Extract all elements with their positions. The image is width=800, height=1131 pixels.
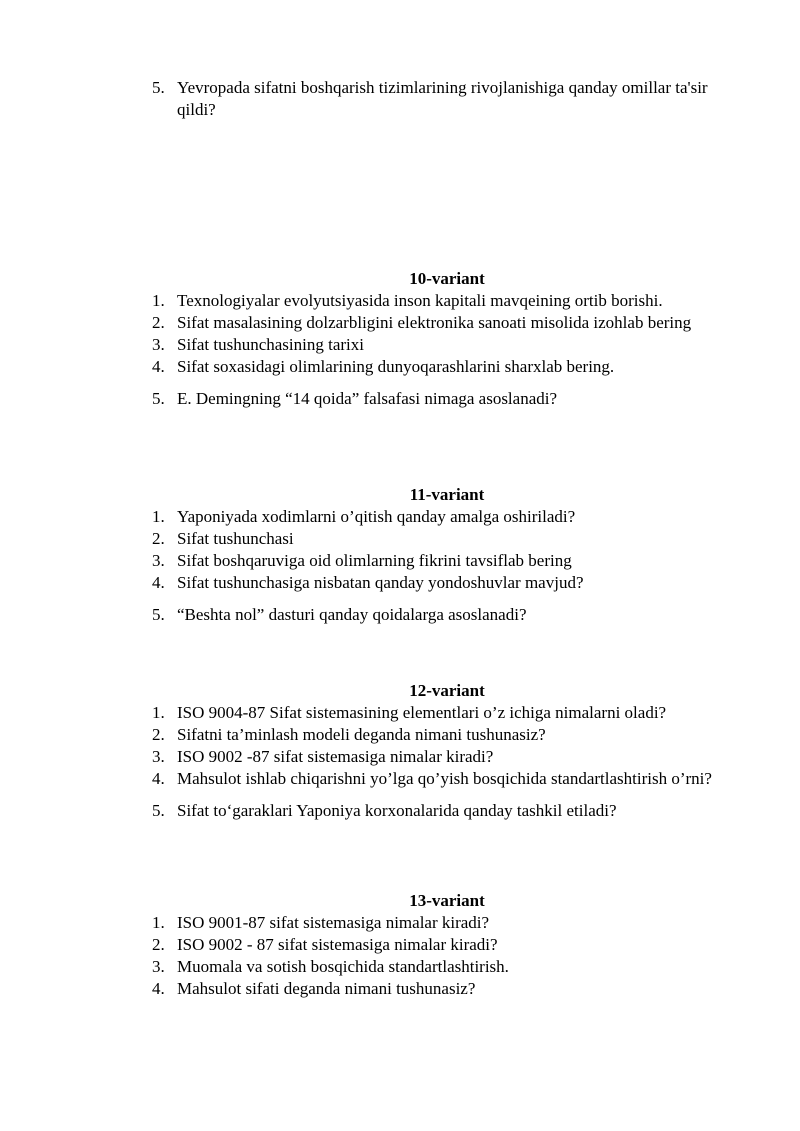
list-item [152, 550, 742, 572]
list-item [152, 312, 742, 334]
item-text: Sifat masalasining dolzarbligini elektronika sanoati misolida izohlab bering [177, 313, 692, 332]
list-item [152, 912, 742, 934]
list-item [152, 77, 742, 121]
list-item [152, 334, 742, 356]
list-item [152, 604, 742, 626]
list-item [152, 506, 742, 528]
variant-11-section [152, 484, 742, 626]
item-text: Mahsulot ishlab chiqarishni yo’lga qo’yish bosqichida standartlashtirish o’rni? [177, 769, 712, 788]
item-number: 1. [152, 703, 165, 722]
list-item [152, 388, 742, 410]
item-number: 5. [152, 801, 165, 820]
list-item [152, 934, 742, 956]
item-number: 4. [152, 769, 165, 788]
item-number: 3. [152, 747, 165, 766]
list-item [152, 290, 742, 312]
list-item [152, 768, 742, 790]
item-text: Texnologiyalar evolyutsiyasida inson kapitali mavqeining ortib borishi. [177, 291, 663, 310]
intro-question-list [152, 77, 742, 121]
item-text: E. Demingning “14 qoida” falsafasi nimaga asoslanadi? [177, 389, 558, 408]
item-number: 4. [152, 573, 165, 592]
list-item [152, 572, 742, 594]
item-text: Sifat soxasidagi olimlarining dunyoqarashlarini sharxlab bering. [177, 357, 615, 376]
variant-11-title: 11-variant [409, 485, 485, 504]
item-number: 1. [152, 291, 165, 310]
list-item [152, 978, 742, 1000]
list-item [152, 800, 742, 822]
item-text: Sifat to‘garaklari Yaponiya korxonalarida qanday tashkil etiladi? [177, 801, 617, 820]
list-item [152, 724, 742, 746]
item-text: ISO 9002 - 87 sifat sistemasiga nimalar kiradi? [177, 935, 498, 954]
variant-10-title: 10-variant [409, 269, 485, 288]
item-number: 3. [152, 551, 165, 570]
list-item [152, 746, 742, 768]
item-number: 3. [152, 335, 165, 354]
item-number: 3. [152, 957, 165, 976]
item-text: ISO 9001-87 sifat sistemasiga nimalar kiradi? [177, 913, 490, 932]
item-number: 2. [152, 725, 165, 744]
item-number: 2. [152, 935, 165, 954]
variant-13-section [152, 890, 742, 1000]
list-item [152, 702, 742, 724]
item-text: ISO 9002 -87 sifat sistemasiga nimalar kiradi? [177, 747, 494, 766]
item-text: Sifat boshqaruviga oid olimlarning fikrini tavsiflab bering [177, 551, 572, 570]
item-text: Mahsulot sifati deganda nimani tushunasiz? [177, 979, 476, 998]
spacer [152, 790, 742, 800]
variant-12-title: 12-variant [409, 681, 485, 700]
item-number: 1. [152, 507, 165, 526]
item-number: 5. [152, 605, 165, 624]
item-number: 2. [152, 313, 165, 332]
variant-13-title: 13-variant [409, 891, 485, 910]
spacer [152, 594, 742, 604]
item-number: 4. [152, 357, 165, 376]
variant-12-section [152, 680, 742, 822]
item-text: Yaponiyada xodimlarni o’qitish qanday amalga oshiriladi? [177, 507, 576, 526]
item-text: Sifatni ta’minlash modeli deganda nimani tushunasiz? [177, 725, 546, 744]
item-number: 4. [152, 979, 165, 998]
item-text: Muomala va sotish bosqichida standartlashtirish. [177, 957, 509, 976]
variant-10-section [152, 268, 742, 410]
list-item [152, 528, 742, 550]
item-number: 1. [152, 913, 165, 932]
item-text: Sifat tushunchasining tarixi [177, 335, 364, 354]
item-text: Sifat tushunchasiga nisbatan qanday yondoshuvlar mavjud? [177, 573, 584, 592]
item-text: Sifat tushunchasi [177, 529, 294, 548]
spacer [152, 378, 742, 388]
item-text: ISO 9004-87 Sifat sistemasining elementlari o’z ichiga nimalarni oladi? [177, 703, 667, 722]
list-item [152, 356, 742, 378]
item-number: 5. [152, 78, 165, 97]
item-number: 2. [152, 529, 165, 548]
item-number: 5. [152, 389, 165, 408]
item-text: “Beshta nol” dasturi qanday qoidalarga asoslanadi? [177, 605, 527, 624]
item-text: Yevropada sifatni boshqarish tizimlarining rivojlanishiga qanday omillar ta'sir qildi? [177, 78, 708, 119]
list-item [152, 956, 742, 978]
